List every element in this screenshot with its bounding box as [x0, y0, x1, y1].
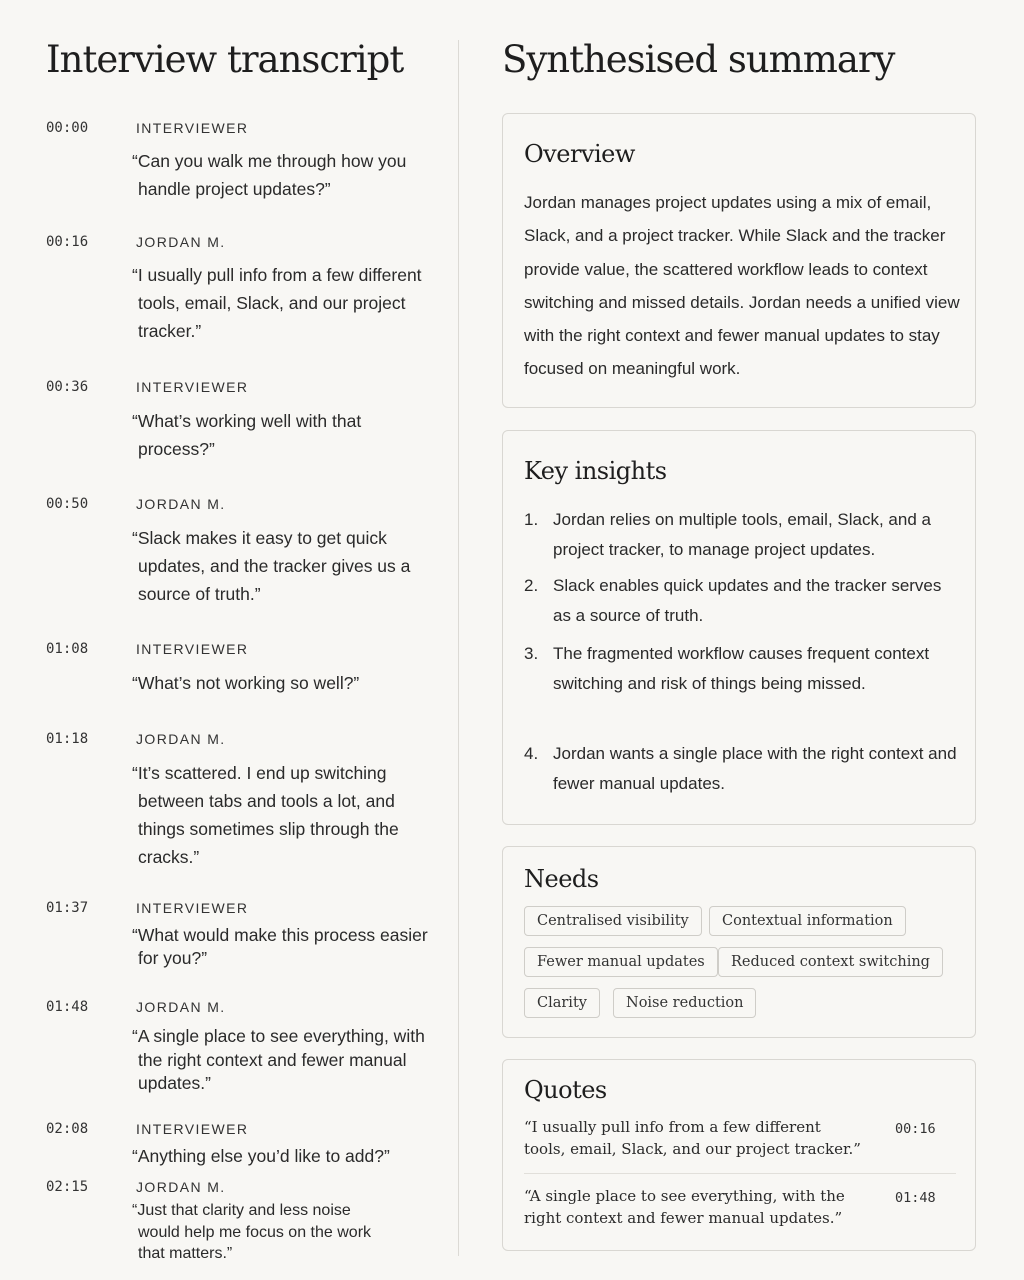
need-tag: Clarity: [524, 988, 600, 1018]
column-divider: [458, 40, 459, 1256]
timestamp: 01:37: [46, 900, 89, 916]
timestamp: 00:16: [46, 234, 89, 250]
transcript-title: Interview transcript: [46, 38, 404, 81]
speaker-label: JORDAN M.: [136, 731, 226, 747]
need-tag: Noise reduction: [613, 988, 756, 1018]
need-tag: Contextual information: [709, 906, 906, 936]
transcript-quote: “A single place to see everything, with the right context and fewer manual updates.”: [132, 1026, 425, 1093]
need-tag: Centralised visibility: [524, 906, 702, 936]
need-tag: Fewer manual updates: [524, 947, 718, 977]
insight-text: The fragmented workflow causes frequent context switching and risk of things being missed.: [553, 644, 930, 693]
transcript-quote: “What’s working well with that process?”: [132, 411, 362, 459]
transcript-quote: “What would make this process easier for you?”: [132, 925, 428, 968]
insight-text: Jordan relies on multiple tools, email, Slack, and a project tracker, to manage project updates.: [553, 510, 931, 559]
timestamp: 01:18: [46, 731, 89, 747]
needs-heading: Needs: [524, 865, 599, 893]
timestamp: 01:08: [46, 641, 89, 657]
quote-text: “A single place to see everything, with the right context and fewer manual updates.”: [524, 1187, 845, 1227]
timestamp: 02:08: [46, 1121, 89, 1137]
timestamp: 00:36: [46, 379, 89, 395]
transcript-quote: “Anything else you’d like to add?”: [132, 1146, 390, 1166]
insight-number: 3.: [524, 644, 539, 663]
transcript-quote: “I usually pull info from a few different tools, email, Slack, and our project tracker.”: [132, 265, 422, 341]
key-insights-heading: Key insights: [524, 457, 667, 485]
speaker-label: JORDAN M.: [136, 999, 226, 1015]
timestamp: 02:15: [46, 1179, 89, 1195]
speaker-label: JORDAN M.: [136, 1179, 226, 1195]
speaker-label: INTERVIEWER: [136, 641, 249, 657]
transcript-quote: “It’s scattered. I end up switching between tabs and tools a lot, and things sometimes slip through the cracks.”: [132, 763, 399, 867]
need-tag: Reduced context switching: [718, 947, 943, 977]
timestamp: 00:50: [46, 496, 89, 512]
transcript-quote: “Slack makes it easy to get quick updates, and the tracker gives us a source of truth.”: [132, 528, 411, 604]
summary-title: Synthesised summary: [502, 38, 895, 81]
insight-number: 1.: [524, 510, 539, 529]
quote-timestamp: 01:48: [895, 1190, 936, 1206]
speaker-label: INTERVIEWER: [136, 1121, 249, 1137]
speaker-label: JORDAN M.: [136, 234, 226, 250]
overview-heading: Overview: [524, 140, 635, 168]
overview-text: Jordan manages project updates using a mix of email, Slack, and a project tracker. While Slack and the tracker provide value, the scattered workflow leads to context switching and missed details. Jordan needs a unified view with the right context and fewer manual updates to stay focused on meaningful work.: [524, 193, 960, 379]
speaker-label: INTERVIEWER: [136, 120, 249, 136]
quote-text: “I usually pull info from a few different tools, email, Slack, and our project tracker.”: [524, 1118, 861, 1158]
insight-number: 2.: [524, 576, 539, 595]
insight-text: Jordan wants a single place with the right context and fewer manual updates.: [553, 744, 957, 793]
timestamp: 00:00: [46, 120, 89, 136]
transcript-quote: “Can you walk me through how you handle project updates?”: [132, 151, 407, 199]
insight-number: 4.: [524, 744, 539, 763]
quote-timestamp: 00:16: [895, 1121, 936, 1137]
quotes-card: [502, 1059, 976, 1251]
timestamp: 01:48: [46, 999, 89, 1015]
speaker-label: INTERVIEWER: [136, 379, 249, 395]
overview-card: [502, 113, 976, 408]
insight-text: Slack enables quick updates and the tracker serves as a source of truth.: [553, 576, 942, 625]
speaker-label: JORDAN M.: [136, 496, 226, 512]
key-insights-card: [502, 430, 976, 825]
speaker-label: INTERVIEWER: [136, 900, 249, 916]
transcript-quote: “Just that clarity and less noise would help me focus on the work that matters.”: [132, 1202, 372, 1262]
quote-divider: [524, 1173, 956, 1174]
needs-card: [502, 846, 976, 1038]
transcript-quote: “What’s not working so well?”: [132, 673, 360, 693]
quotes-heading: Quotes: [524, 1076, 607, 1104]
